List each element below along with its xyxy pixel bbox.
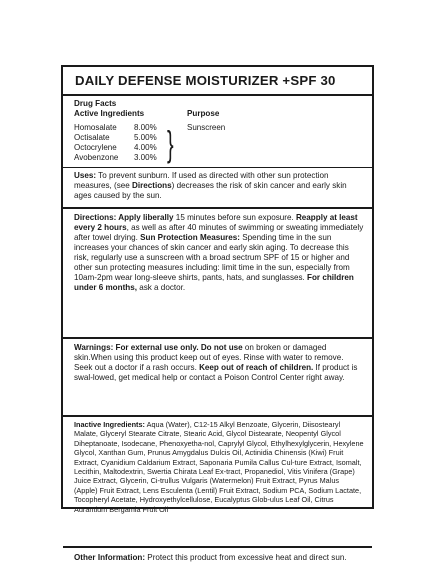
reapply-bold: Reapply at least every 2 hours [74,213,358,232]
purpose-text: Sunscreen [187,123,226,132]
ingredient-name: Octisalate [74,133,110,142]
warnings-label: Warnings: For external use only. Do not use [74,343,243,352]
uses-directions-ref: Directions [132,181,172,190]
drug-facts-panel [61,65,374,562]
directions-label: Directions: Apply liberally [74,213,174,222]
directions-text: , as well as after 40 minutes of swimming or sweating immediately after towel drying. [74,223,364,242]
title-divider [63,94,372,96]
ingredient-name: Avobenzone [74,153,119,162]
directions-text: 15 minutes before sun exposure. [173,213,296,222]
ingredient-amount: 3.00% [134,153,157,162]
uses-text-end: ) decreases the risk of skin cancer and early skin ages caused by the sun. [74,181,347,200]
other-info-text: Protect this product from excessive heat and direct sun. [145,553,347,562]
active-ingredients-heading: Active Ingredients [74,109,145,118]
brace-icon: } [167,123,174,164]
ingredient-amount: 4.00% [134,143,157,152]
ingredient-name: Homosalate [74,123,117,132]
uses-label: Uses: [74,171,97,180]
divider [63,207,372,209]
uses-section [74,171,364,201]
children-bold: For children under 6 months, [74,273,354,292]
divider [63,167,372,168]
directions-text-end: ask a doctor. [136,283,186,292]
divider [63,337,372,339]
directions-text: Spending time in the sun increases your chances of skin cancer and early skin aging. To decrease this risk, regularly use a sunscreen with a broad sectrum SPF of 15 or higher and other sun protecting measures including: limit time in the sun, especially from 10am-2pm wear long-sleeve shirts, pants, hats, and sunglasses. [74,233,350,282]
ingredient-amount: 8.00% [134,123,157,132]
uses-text: To prevent sunburn. If used as directed with other sun protection measures, (see [74,171,329,190]
inactive-ingredients-section [74,420,364,514]
purpose-heading: Purpose [187,109,220,118]
other-info-label: Other Information: [74,553,146,562]
warnings-text-end: If product is swal-lowed, get medical help or contact a Poison Control Center right away. [74,363,358,382]
ingredient-name: Octocrylene [74,143,117,152]
inactive-label: Inactive Ingredients: [74,420,145,429]
drug-facts-heading: Drug Facts [74,99,117,108]
warnings-section [74,343,364,383]
inactive-text: Aqua (Water), C12-15 Alkyl Benzoate, Glycerin, Diisostearyl Malate, Glyceryl Stearate Citrate, Stearic Acid, Glycol Distearate, Neopentyl Glycol Diheptanoate, Isodecane, Phenoxyetha-nol, Caprylyl Glycol, Ethylhexylglycerin, Hexylene Glycol, Xanthan Gum, Prunus Amygdalus Dulcis Oil, Actinidia Chinensis (Kiwi) Fruit Extract, Cyanidium Caldarium Extract, Saponaria Pumila Callus Cul-ture Extract, Isomalt, Lecithin, Maltodextrin, Swertia Chirata Leaf Ex-tract, Propanediol, Vitis Vinifera (Grape) Juice Extract, Glycerin, Ci-trullus Vulgaris (Watermelon) Fruit Extract, Pyrus Malus (Apple) Fruit Extract, Lens Esculenta (Lentil) Fruit Extract, Sodium PCA, Sodium Lactate, Tocopheryl Acetate, Hydroxyethylcellulose, Eucalyptus Glob-ulus Leaf Oil, Citrus Aurantium Bergamia Fruit Oil [74,420,364,514]
divider [63,546,372,548]
other-info-section [74,553,364,563]
warnings-text: on broken or damaged skin.When using this product keep out of eyes. Rinse with water to remove. Seek out a doctor if a rash occurs. [74,343,344,372]
product-title: DAILY DEFENSE MOISTURIZER +SPF 30 [75,73,336,88]
directions-section [74,213,364,293]
divider [63,415,372,417]
ingredient-amount: 5.00% [134,133,157,142]
keep-out-bold: Keep out of reach of children. [199,363,314,372]
sun-protection-label: Sun Protection Measures: [140,233,240,242]
